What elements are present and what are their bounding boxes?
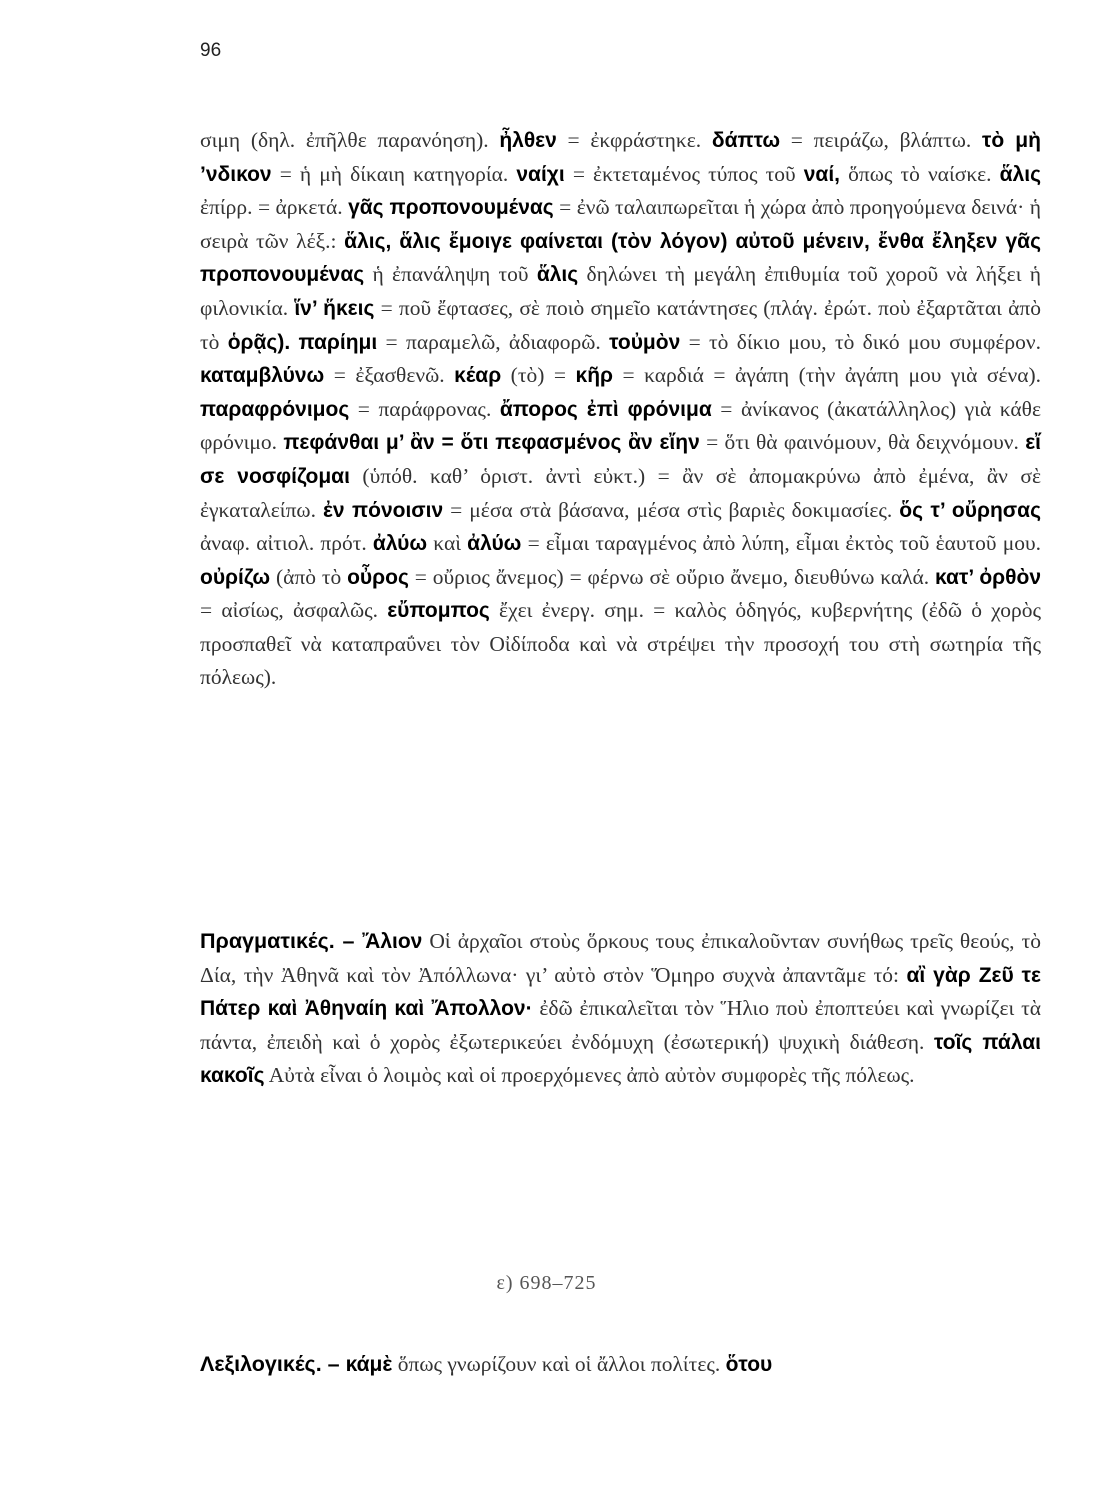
page-number: 96 — [200, 40, 222, 61]
gloss-text: = ὅτι θὰ φαινόμουν, θὰ δειχνόμουν. — [699, 430, 1026, 455]
section-heading: Λεξιλογικές. – — [200, 1352, 346, 1376]
lemma: κάμὲ — [345, 1353, 393, 1376]
lemma: εἴ σε νοσφίζομαι — [200, 431, 1041, 488]
gloss-text: ἐπίρρ. = ἀρκετά. — [200, 195, 349, 220]
lemma: ἅλις — [536, 263, 579, 287]
gloss-text: = τὸ δίκιο μου, τὸ δικό μου συμφέρον. — [680, 329, 1041, 354]
gloss-text: = ποῦ ἔφτασες, σὲ ποιὸ σημεῖο κατάντησες (πλάγ. ἐρώτ. ποὺ ἐξαρτᾶται ἀπὸ τὸ — [200, 295, 1041, 354]
gloss-text: ὅπως γνωρίζουν καὶ οἱ ἄλλοι πολίτες. — [392, 1352, 726, 1376]
lemma: ἐν πόνοισιν — [322, 498, 444, 522]
lemma: δάπτω — [711, 129, 781, 152]
lemma: παρίημι — [298, 330, 378, 354]
lemma: κέαρ — [454, 364, 502, 388]
gloss-text: = καρδιά = ἀγάπη (τὴν ἀγάπη μου γιὰ σένα). — [613, 363, 1042, 388]
lemma: ἀλύω — [372, 532, 428, 556]
gloss-text: = πειράζω, βλάπτω. — [780, 128, 982, 152]
lemma: ναί, — [803, 162, 841, 186]
gloss-text: ἡ ἐπανάληψη τοῦ — [364, 262, 537, 287]
lemma: ἵν’ ἥκεις — [294, 296, 375, 320]
lemma: οὐρίζω — [200, 565, 271, 589]
lemma: οὖρος — [347, 565, 409, 589]
lemma: ὅς τ’ οὔρησας — [899, 498, 1041, 522]
gloss-text: = ἐκτεταμένος τύπος τοῦ — [564, 161, 804, 186]
gloss-text — [290, 330, 298, 354]
lemma: τοῖς πάλαι κακοῖς — [200, 1030, 1041, 1087]
gloss-text: = μέσα στὰ βάσανα, μέσα στὶς βαριὲς δοκιμασίες. — [443, 497, 900, 522]
gloss-text: ἐδῶ ἐπικαλεῖται τὸν Ἥλιο ποὺ ἐποπτεύει καὶ γνωρίζει τὰ πάντα, ἐπειδὴ καὶ ὁ χορὸς ἐξωτερικεύει ἐνδόμυχη (ἐσωτερική) ψυχικὴ διάθεση. — [200, 996, 1041, 1054]
lemma: ὁρᾷς). — [227, 330, 291, 354]
lemma: Ἄλιον — [362, 930, 423, 953]
gloss-text: = οὔριος ἄνεμος) = φέρνω σὲ οὔριο ἄνεμο, διευθύνω καλά. — [408, 564, 936, 589]
gloss-paragraph — [200, 124, 1041, 693]
gloss-text: = ἀνίκανος (ἀκατάλληλος) γιὰ κάθε φρόνιμο. — [200, 396, 1041, 455]
gloss-text: = παράφρονας. — [349, 396, 500, 421]
gloss-text: ἀναφ. αἰτιολ. πρότ. — [200, 531, 373, 556]
gloss-text: (ὑπόθ. καθ’ ὁριστ. ἀντὶ εὐκτ.) = ἂν σὲ ἀπομακρύνω ἀπὸ ἐμένα, ἂν σὲ ἐγκαταλείπω. — [200, 463, 1041, 522]
lemma: τὸ μὴ ’νδικον — [200, 129, 1041, 186]
gloss-text: (τὸ) = — [501, 363, 576, 388]
lemma: ἦλθεν — [499, 129, 557, 152]
lemma: τοὐμὸν — [609, 330, 681, 354]
gloss-text: = ἡ μὴ δίκαιη κατηγορία. — [271, 161, 517, 186]
lemma: ναίχι — [516, 162, 565, 186]
lemma: ἅλις, ἅλις ἔμοιγε φαίνεται (τὸν λόγον) αὐτοῦ μένειν, ἔνθα ἔληξεν γᾶς προπονουμένας — [200, 229, 1041, 287]
section-number: ε) 698–725 — [496, 1272, 597, 1294]
lemma: ἄπορος ἐπὶ φρόνιμα — [499, 397, 712, 421]
section-heading: Πραγματικές. – — [200, 929, 363, 953]
gloss-text: ἔχει ἐνεργ. σημ. = καλὸς ὁδηγός, κυβερνήτης (ἐδῶ ὁ χορὸς προσπαθεῖ νὰ καταπραΰνει τὸν Οἰδίποδα καὶ νὰ στρέψει τὴν προσοχή του στὴ σωτηρία τῆς πόλεως). — [200, 598, 1041, 689]
gloss-text: = ἐξασθενῶ. — [324, 363, 455, 388]
lemma: γᾶς προπονουμένας — [348, 196, 554, 220]
lemma: αἲ γὰρ Ζεῦ τε Πάτερ καὶ Ἀθηναίη καὶ Ἄπολλον· — [200, 963, 1041, 1020]
gloss-text: καὶ — [427, 531, 468, 556]
gloss-text: ὅπως τὸ ναίσκε. — [840, 161, 1000, 186]
gloss-text: δηλώνει τὴ μεγάλη ἐπιθυμία τοῦ χοροῦ νὰ λήξει ἡ φιλονικία. — [200, 262, 1041, 320]
lemma: εὔπομπος — [387, 599, 490, 623]
gloss-text: Αὐτὰ εἶναι ὁ λοιμὸς καὶ οἱ προερχόμενες ἀπὸ αὐτὸν συμφορὲς τῆς πόλεως. — [264, 1063, 915, 1087]
gloss-text: σιμη (δηλ. ἐπῆλθε παρανόηση). — [200, 128, 500, 152]
lexical-paragraph — [200, 1348, 1041, 1382]
gloss-text: = αἰσίως, ἀσφαλῶς. — [200, 598, 388, 623]
gloss-text: = εἶμαι ταραγμένος ἀπὸ λύπη, εἶμαι ἐκτὸς τοῦ ἑαυτοῦ μου. — [521, 531, 1041, 556]
lemma: ὅτου — [725, 1353, 773, 1376]
lemma: ἀλύω — [467, 532, 522, 556]
lemma: καταμβλύνω — [200, 364, 325, 388]
lemma: κατ’ ὀρθὸν — [935, 565, 1042, 589]
realia-paragraph — [200, 925, 1041, 1093]
gloss-text: = ἐκφράστηκε. — [556, 128, 712, 152]
lemma: ἅλις — [999, 162, 1041, 186]
lemma: κῆρ — [575, 364, 614, 388]
gloss-text: (ἀπὸ τὸ — [270, 564, 348, 589]
gloss-text: = ἐνῶ ταλαιπωρεῖται ἡ χώρα ἀπὸ προηγούμενα δεινά· ἡ σειρὰ τῶν λέξ.: — [200, 195, 1041, 253]
lemma: παραφρόνιμος — [200, 397, 350, 421]
gloss-text: Οἱ ἀρχαῖοι στοὺς ὅρκους τους ἐπικαλοῦνταν συνήθως τρεῖς θεούς, τὸ Δία, τὴν Ἀθηνᾶ καὶ τὸν Ἀπόλλωνα· γι’ αὐτὸ στὸν Ὅμηρο συχνὰ ἀπαντᾶμε τό: — [200, 929, 1041, 987]
gloss-text: = παραμελῶ, ἀδιαφορῶ. — [377, 329, 610, 354]
lemma: πεφάνθαι μ’ ἂν = ὅτι πεφασμένος ἂν εἴην — [283, 431, 700, 455]
